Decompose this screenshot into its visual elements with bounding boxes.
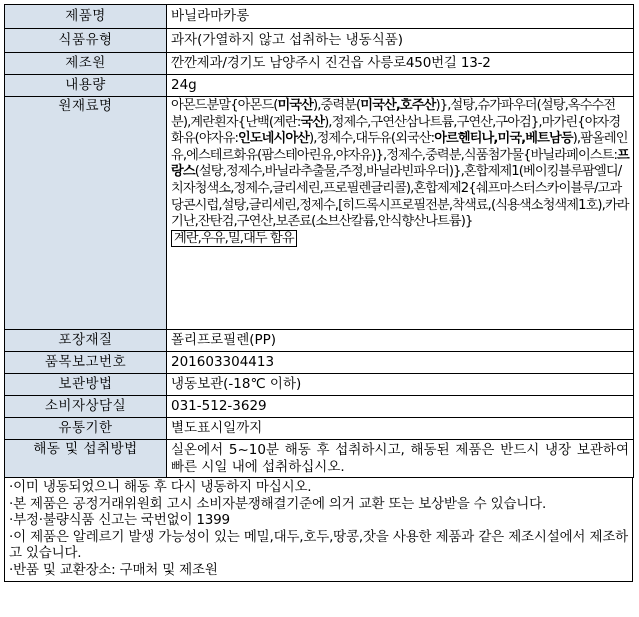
ingredient-text: )},설탕,슈가파우더(설탕,옥수수전분),계란흰자{난백(계란:: [171, 98, 616, 130]
label-packaging: 포장재질: [5, 330, 167, 352]
value-expiry: 별도표시일까지: [167, 418, 634, 440]
ingredient-origin: 프랑스: [171, 147, 629, 180]
label-storage: 보관방법: [5, 374, 167, 396]
row-manufacturer: [5, 53, 634, 75]
value-manufacturer: 깐깐제과/경기도 남양주시 진건읍 사릉로450번길 13-2: [167, 53, 634, 75]
food-label-sheet: [4, 4, 633, 582]
notice-item: ·이 제품은 알레르기 발생 가능성이 있는 메밀,대두,호두,땅콩,잣을 사용한 제품과 같은 제조시설에서 제조하고 있습니다.: [9, 528, 628, 561]
value-ingredients: [167, 97, 634, 330]
label-product-name: 제품명: [5, 5, 167, 29]
label-consumer-line: 소비자상담실: [5, 396, 167, 418]
ingredient-text: 아몬드분말{아몬드(: [171, 98, 278, 113]
row-ingredients: [5, 97, 634, 330]
label-volume: 내용량: [5, 75, 167, 97]
notice-item: ·부정·불량식품 신고는 국번없이 1399: [9, 512, 230, 528]
ingredient-text: ),정제수,구연산삼나트륨,구연산,구아검},마가린{야자경화유(야자유:: [171, 114, 621, 147]
ingredient-origin: 미국산,호주산: [360, 98, 436, 113]
allergy-notice: 계란,우유,밀,대두 함유: [171, 230, 297, 247]
row-packaging: [5, 330, 634, 352]
ingredient-text: ),팜올레인유,에스테르화유(팜스테아린유,야자유)},정제수,중력분,식품첨가물{바닐라페이스트:: [171, 131, 628, 163]
value-volume: 24g: [167, 75, 634, 97]
ingredient-origin: 국산: [300, 114, 325, 130]
row-food-type: [5, 29, 634, 53]
product-info-table: [4, 4, 634, 478]
notice-list: [4, 478, 633, 582]
value-packaging: 폴리프로필렌(PP): [167, 330, 634, 352]
label-report-no: 품목보고번호: [5, 352, 167, 374]
label-ingredients: 원재료명: [5, 97, 167, 330]
row-volume: [5, 75, 634, 97]
row-thaw-method: [5, 440, 634, 478]
value-food-type: 과자(가열하지 않고 섭취하는 냉동식품): [167, 29, 634, 53]
ingredient-origin: 아르헨티나,미국,베트남등: [434, 131, 573, 147]
row-report-no: [5, 352, 634, 374]
ingredient-origin: 미국산: [277, 98, 313, 113]
notice-item: ·본 제품은 공정거래위원회 고시 소비자분쟁해결기준에 의거 교환 또는 보상받을 수 있습니다.: [9, 495, 547, 512]
notice-item: ·이미 냉동되었으니 해동 후 다시 냉동하지 마십시오.: [9, 479, 312, 495]
ingredient-text: ),정제수,대두유(외국산:: [309, 131, 435, 147]
ingredient-text: ),중력분(: [312, 98, 361, 113]
value-product-name: 바닐라마카롱: [167, 5, 634, 29]
label-manufacturer: 제조원: [5, 53, 167, 75]
row-storage: [5, 374, 634, 396]
label-expiry: 유통기한: [5, 418, 167, 440]
row-expiry: [5, 418, 634, 440]
label-thaw-method: 해동 및 섭취방법: [5, 440, 167, 478]
row-product-name: [5, 5, 634, 29]
ingredient-text: (설탕,정제수,바닐라추출물,주정,바닐라빈파우더)},혼합제제1(베이킹블루팜엘디/치자청색소,정제수,글리세린,프로필렌글리콜),혼합제제2{쉐프마스터스카이블루/고과당콘시럽,설탕,글리세린,정제수,[히드록시프로필전분,착색료,(식용색소청색제1호),카라기난,잔탄검,구연산,보존료(소브산칼륨,안식향산나트륨)}: [171, 164, 629, 230]
row-consumer-line: [5, 396, 634, 418]
label-food-type: 식품유형: [5, 29, 167, 53]
value-report-no: 201603304413: [167, 352, 634, 374]
value-storage: 냉동보관(-18℃ 이하): [167, 374, 634, 396]
notice-item: ·반품 및 교환장소: 구매처 및 제조원: [9, 561, 218, 578]
ingredient-origin: 인도네시아산: [237, 131, 310, 147]
value-thaw-method: 실온에서 5~10분 해동 후 섭취하시고, 해동된 제품은 반드시 냉장 보관하여 빠른 시일 내에 섭취하십시오.: [167, 440, 634, 478]
value-consumer-line: 031-512-3629: [167, 396, 634, 418]
